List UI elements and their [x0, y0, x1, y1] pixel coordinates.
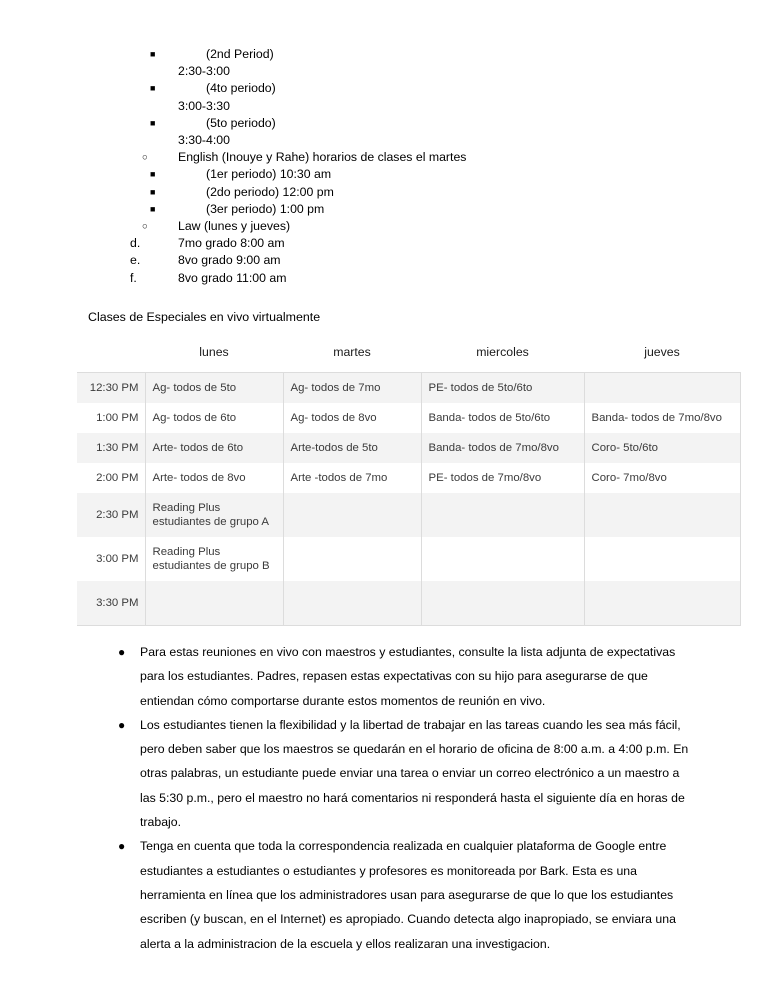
outline-item-label: (4to periodo) [206, 81, 276, 96]
cell-lunes [145, 581, 283, 626]
outline-item-label: 3:30-4:00 [178, 133, 230, 148]
square-bullet-icon: ■ [150, 203, 156, 214]
cell-miercoles [421, 581, 584, 626]
outline-item-label: 2:30-3:00 [178, 64, 230, 79]
outline-item [0, 252, 773, 269]
list-marker-e: e. [130, 253, 141, 268]
outline-item-continuation [0, 98, 773, 115]
outline-item-label: Law (lunes y jueves) [178, 219, 291, 234]
square-bullet-icon: ■ [150, 117, 156, 128]
table-row [77, 463, 740, 493]
list-item [118, 713, 693, 834]
list-marker-d: d. [130, 236, 141, 251]
cell-time: 3:30 PM [77, 581, 145, 626]
cell-miercoles: PE- todos de 5to/6to [421, 373, 584, 404]
outline-item-continuation [0, 132, 773, 149]
outline-item [0, 201, 773, 218]
cell-lunes: Arte- todos de 8vo [145, 463, 283, 493]
cell-miercoles [421, 537, 584, 581]
cell-time: 12:30 PM [77, 373, 145, 404]
table-row [77, 403, 740, 433]
list-item [118, 834, 693, 955]
cell-time: 2:00 PM [77, 463, 145, 493]
outline-item-label: 8vo grado 11:00 am [178, 270, 287, 285]
list-item-text: Para estas reuniones en vivo con maestros y estudiantes, consulte la lista adjunta de expectativas para los estudiantes. Padres, repasen estas expectativas con su hijo para asegurarse de que entiendan cómo comportarse durante estos momentos de reunión en vivo. [140, 645, 676, 708]
list-marker-f: f. [130, 270, 137, 285]
cell-jueves: Coro- 5to/6to [584, 433, 740, 463]
outline-item-label: (2do periodo) 12:00 pm [206, 184, 334, 199]
column-header-martes: martes [333, 345, 371, 359]
outline-item-label: (2nd Period) [206, 47, 274, 61]
cell-time: 2:30 PM [77, 493, 145, 537]
cell-time: 3:00 PM [77, 537, 145, 581]
cell-lunes: Ag- todos de 5to [145, 373, 283, 404]
cell-jueves: Banda- todos de 7mo/8vo [584, 403, 740, 433]
cell-jueves: Coro- 7mo/8vo [584, 463, 740, 493]
section-title: Clases de Especiales en vivo virtualmente [88, 310, 321, 324]
cell-miercoles: PE- todos de 7mo/8vo [421, 463, 584, 493]
bullet-icon: ● [118, 717, 126, 732]
cell-lunes: Arte- todos de 6to [145, 433, 283, 463]
square-bullet-icon: ■ [150, 169, 156, 180]
cell-miercoles: Banda- todos de 5to/6to [421, 403, 584, 433]
cell-line-1: Reading Plus [152, 545, 221, 558]
outline-item-label: English (Inouye y Rahe) horarios de clases el martes [178, 150, 467, 165]
cell-lunes [145, 537, 283, 581]
outline-item [0, 166, 773, 183]
cell-jueves [584, 493, 740, 537]
cell-martes: Ag- todos de 7mo [283, 373, 421, 404]
circle-bullet-icon: ○ [142, 221, 148, 233]
cell-martes [283, 537, 421, 581]
square-bullet-icon: ■ [150, 186, 156, 197]
table-header-row [77, 345, 740, 373]
cell-martes [283, 493, 421, 537]
outline-item [0, 149, 773, 166]
outline-item [0, 218, 773, 235]
column-header-jueves: jueves [644, 345, 680, 359]
outline-item-continuation [0, 63, 773, 80]
outline-item [0, 46, 773, 63]
outline-item-label: (3er periodo) 1:00 pm [206, 201, 325, 216]
column-header-lunes: lunes [199, 345, 229, 359]
bullet-icon: ● [118, 645, 126, 659]
cell-martes: Arte-todos de 5to [283, 433, 421, 463]
table-row [77, 537, 740, 581]
outline-item [0, 80, 773, 97]
outline-item [0, 184, 773, 201]
list-item-text: Los estudiantes tienen la flexibilidad y la libertad de trabajar en las tareas cuando les sea más fácil, pero deben saber que los maestros se quedarán en el horario de oficina de 8:00 a.m. a 4:00 p.m. En otras palabras, un estudiante puede enviar una tarea o enviar un correo electrónico a un maestro a las 5:30 p.m., pero el maestro no hará comentarios ni responderá hasta el siguiente día en horas de trabajo. [140, 717, 689, 830]
outline-item-label: (5to periodo) [206, 115, 276, 130]
table-row [77, 433, 740, 463]
cell-line-2: estudiantes de grupo A [152, 516, 270, 528]
cell-time: 1:30 PM [77, 433, 145, 463]
schedule-table-wrapper [77, 345, 740, 626]
square-bullet-icon: ■ [150, 49, 156, 59]
outline-item-label: 3:00-3:30 [178, 98, 230, 113]
column-header-miercoles: miercoles [476, 345, 529, 359]
cell-martes: Arte -todos de 7mo [283, 463, 421, 493]
list-item-text: Tenga en cuenta que toda la correspondencia realizada en cualquier plataforma de Google entre estudiantes a estudiantes o estudiantes y profesores es monitoreada por Bark. Esta es una herramienta en línea que los administradores usan para asegurarse de que lo que los estudiantes escriben (y buscan, en el Internet) es apropiado. Cuando detecta algo inapropiado, se enviara una alerta a la administracion de la escuela y ellos realizaran una investigacion. [140, 839, 676, 951]
cell-line-1: Reading Plus [152, 501, 221, 514]
bullet-icon: ● [118, 839, 126, 854]
column-header-time [77, 345, 145, 373]
notes-list [118, 640, 693, 956]
cell-jueves [584, 373, 740, 404]
outline-item [0, 115, 773, 132]
cell-time: 1:00 PM [77, 403, 145, 433]
cell-jueves [584, 581, 740, 626]
outline-item [0, 270, 773, 287]
cell-miercoles [421, 493, 584, 537]
cell-lunes: Ag- todos de 6to [145, 403, 283, 433]
schedule-table-head [77, 345, 740, 373]
cell-jueves [584, 537, 740, 581]
outline-item-label: 7mo grado 8:00 am [178, 236, 285, 251]
schedule-table-body [77, 373, 740, 626]
list-item [118, 640, 693, 713]
circle-bullet-icon: ○ [142, 152, 148, 164]
outline-item-label: 8vo grado 9:00 am [178, 253, 281, 268]
cell-martes: Ag- todos de 8vo [283, 403, 421, 433]
cell-line-2: estudiantes de grupo B [152, 560, 270, 572]
outline-item-label: (1er periodo) 10:30 am [206, 167, 332, 182]
table-row [77, 373, 740, 404]
outline-list [0, 46, 773, 287]
cell-martes [283, 581, 421, 626]
cell-lunes [145, 493, 283, 537]
schedule-table [77, 345, 741, 626]
cell-miercoles: Banda- todos de 7mo/8vo [421, 433, 584, 463]
square-bullet-icon: ■ [150, 83, 156, 94]
table-row [77, 493, 740, 537]
table-row [77, 581, 740, 626]
outline-item [0, 235, 773, 252]
